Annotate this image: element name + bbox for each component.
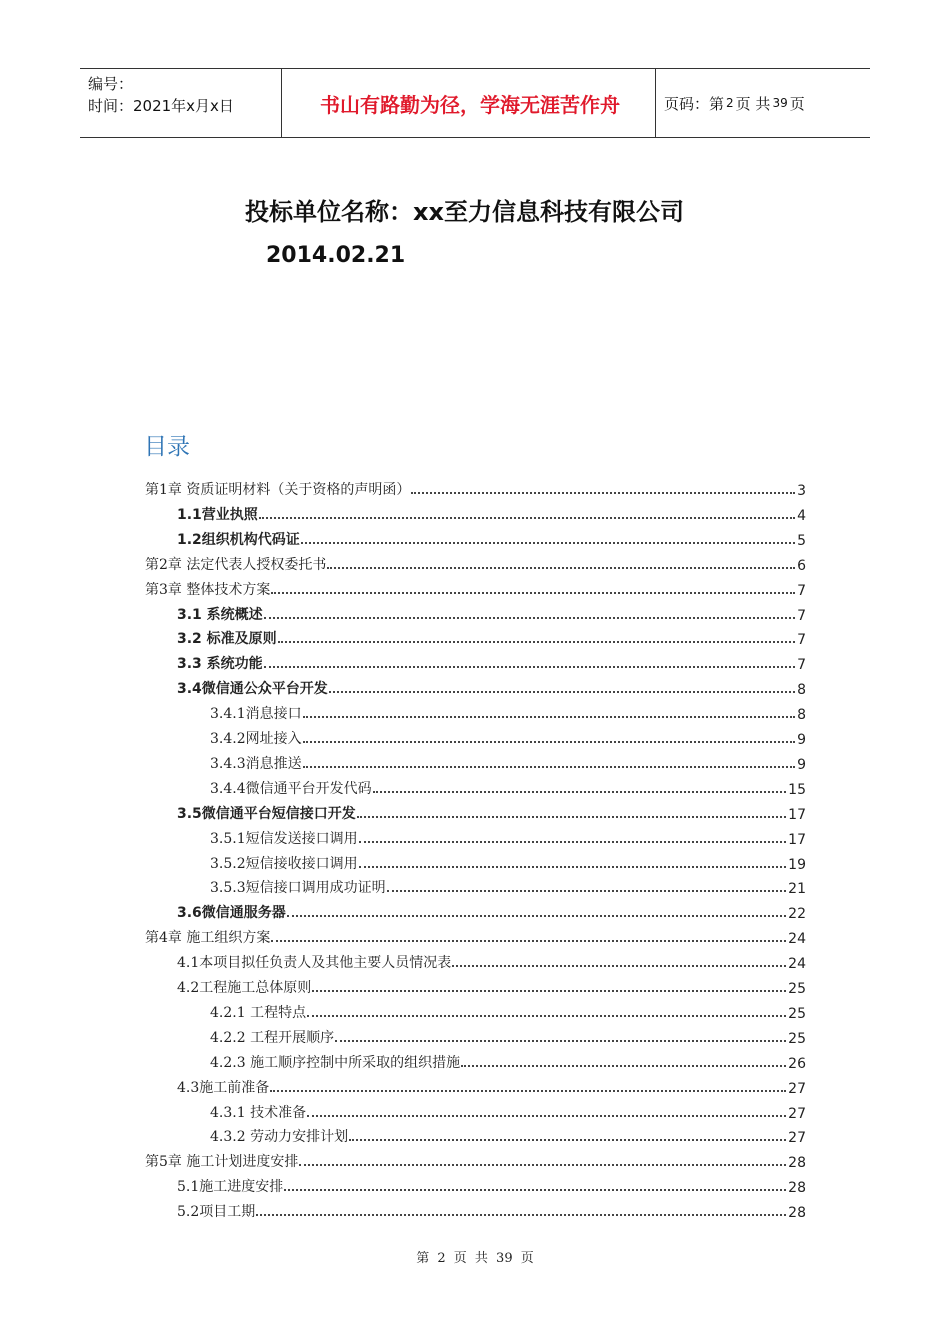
toc-entry-page: 3 [797,483,806,499]
toc-entry[interactable] [210,1050,806,1072]
toc-entry-label: 3.2 标准及原则 [177,631,277,648]
toc-leader-dots [357,816,786,818]
toc-entry-page: 7 [797,657,806,674]
toc-entry-label: 第1章 资质证明材料（关于资格的声明函） [145,482,411,498]
toc-leader-dots [301,542,795,544]
toc-entry-page: 15 [788,781,806,798]
toc-entry-label: 5.2项目工期 [177,1204,256,1221]
toc-leader-dots [307,1015,786,1017]
toc-entry-label: 第4章 施工组织方案 [145,930,271,947]
toc-entry[interactable] [177,975,806,997]
toc-entry[interactable] [210,1025,806,1047]
toc-leader-dots [264,617,795,619]
toc-entry-page: 22 [788,906,806,923]
header-page-prefix: 页码：第 [664,94,725,113]
toc-entry[interactable] [177,1174,806,1196]
toc-entry-page: 7 [797,607,806,624]
toc-leader-dots [359,866,787,868]
toc-entry-label: 3.5.2短信接收接口调用 [210,855,358,872]
toc-entry-page: 7 [797,582,806,599]
toc-entry[interactable] [177,900,806,922]
toc-entry-label: 第5章 施工计划进度安排 [145,1154,299,1171]
page-footer: 第 2 页 共 39 页 [416,1251,534,1266]
header-page-info [664,69,805,137]
toc-entry[interactable] [210,701,806,723]
toc-entry[interactable] [177,602,806,624]
toc-entry-label: 3.4微信通公众平台开发 [177,681,328,698]
toc-entry[interactable] [210,776,806,798]
toc-entry[interactable] [177,1075,806,1097]
toc-entry-label: 4.1本项目拟任负责人及其他主要人员情况表 [177,955,452,972]
toc-leader-dots [411,492,795,494]
toc-leader-dots [461,1065,786,1067]
toc-entry[interactable] [210,1100,806,1122]
toc-leader-dots [335,1040,786,1042]
document-date: 2014.02.21 [266,243,406,268]
toc-leader-dots [387,890,787,892]
toc-entry[interactable] [210,1124,806,1146]
toc-entry[interactable] [177,527,806,549]
toc-entry-page: 25 [788,1005,806,1022]
toc-leader-dots [349,1139,786,1141]
toc-entry[interactable] [210,726,806,748]
toc-entry-page: 24 [788,956,806,973]
toc-entry-label: 5.1施工进度安排 [177,1179,284,1196]
toc-entry[interactable] [177,502,806,524]
toc-entry-label: 3.1 系统概述 [177,606,263,623]
toc-entry-page: 25 [788,1030,806,1047]
toc-entry-label: 4.2.3 施工顺序控制中所采取的组织措施 [210,1054,461,1071]
toc-entry-page: 5 [797,532,806,549]
toc-entry[interactable] [177,676,806,698]
toc-entry[interactable] [210,826,806,848]
toc-leader-dots [303,716,795,718]
toc-entry[interactable] [145,577,806,599]
toc-leader-dots [256,1214,786,1216]
header-number-label: 编号： [88,75,134,93]
toc-entry-page: 28 [788,1205,806,1222]
header-page-mid: 页 共 [735,94,771,113]
toc-leader-dots [359,841,787,843]
toc-leader-dots [284,1189,786,1191]
toc-entry[interactable] [145,1149,806,1171]
toc-entry-page: 4 [797,507,806,524]
toc-entry-label: 4.3施工前准备 [177,1079,270,1096]
toc-entry-page: 27 [788,1105,806,1122]
document-title: 投标单位名称：xx至力信息科技有限公司 [245,198,684,226]
header-page-current: 2 [726,96,734,110]
toc-entry-page: 17 [788,806,806,823]
toc-entry-page: 9 [797,732,806,748]
toc-entry-page: 7 [797,632,806,649]
toc-entry-label: 3.6微信通服务器 [177,905,286,922]
toc-entry-page: 24 [788,931,806,948]
toc-entry-page: 27 [788,1080,806,1097]
toc-entry[interactable] [177,626,806,648]
header-divider [281,69,282,137]
toc-entry-page: 8 [797,682,806,699]
toc-entry-label: 3.4.2网址接入 [210,731,302,747]
toc-leader-dots [329,691,795,693]
toc-entry-page: 26 [788,1055,806,1072]
toc-entry-label: 1.2组织机构代码证 [177,531,300,548]
toc-entry-page: 19 [788,856,806,873]
toc-entry[interactable] [177,801,806,823]
toc-leader-dots [307,1115,786,1117]
header-page-suffix: 页 [789,94,805,113]
toc-leader-dots [287,915,786,917]
toc-entry-label: 3.4.3消息推送 [210,755,302,772]
toc-entry[interactable] [177,950,806,972]
toc-entry-page: 28 [788,1155,806,1172]
toc-entry-label: 3.3 系统功能 [177,656,263,673]
toc-entry[interactable] [177,651,806,673]
toc-entry[interactable] [210,1000,806,1022]
toc-entry-label: 3.5微信通平台短信接口开发 [177,805,356,822]
toc-entry-label: 3.5.1短信发送接口调用 [210,830,358,847]
toc-entry[interactable] [210,751,806,773]
toc-leader-dots [299,1164,786,1166]
toc-entry-label: 3.4.4微信通平台开发代码 [210,780,372,797]
toc-leader-dots [270,1090,786,1092]
toc-entry-label: 4.3.1 技术准备 [210,1104,307,1121]
toc-entry[interactable] [145,552,806,574]
toc-entry-page: 21 [788,881,806,898]
toc-entry[interactable] [145,477,806,499]
toc-entry-label: 4.3.2 劳动力安排计划 [210,1129,349,1146]
toc-leader-dots [271,940,786,942]
toc-leader-dots [303,741,795,743]
toc-entry[interactable] [210,875,806,897]
toc-entry-label: 第2章 法定代表人授权委托书 [145,556,327,573]
header-info [88,73,234,117]
toc-heading: 目录 [144,434,190,460]
header-divider [655,69,656,137]
header-page-total: 39 [772,96,788,110]
toc-leader-dots [327,567,795,569]
toc-leader-dots [264,666,795,668]
toc-entry-label: 3.4.1消息接口 [210,706,302,723]
toc-entry-page: 9 [797,756,806,773]
toc-entry-page: 6 [797,557,806,574]
toc-entry-label: 1.1营业执照 [177,506,258,523]
toc-entry-label: 4.2.1 工程特点 [210,1004,307,1021]
header-motto: 书山有路勤为径，学海无涯苦作舟 [320,92,620,117]
toc-entry-label: 3.5.3短信接口调用成功证明 [210,880,386,897]
toc-leader-dots [452,965,786,967]
toc-entry-page: 17 [788,831,806,848]
toc-entry[interactable] [210,851,806,873]
page-header [80,68,870,138]
toc-leader-dots [373,791,787,793]
toc-entry[interactable] [145,925,806,947]
toc-entry-page: 25 [788,981,806,997]
toc-entry-page: 28 [788,1180,806,1197]
header-time-label: 时间：2021年x月x日 [88,97,234,115]
toc-leader-dots [312,990,786,992]
toc-leader-dots [259,517,795,519]
toc-entry-label: 4.2.2 工程开展顺序 [210,1029,335,1046]
toc-entry-page: 27 [788,1130,806,1147]
toc-entry[interactable] [177,1199,806,1221]
toc-leader-dots [271,592,795,594]
toc-leader-dots [278,641,795,643]
toc-entry-page: 8 [797,707,806,724]
toc-leader-dots [303,766,795,768]
toc-entry-label: 第3章 整体技术方案 [145,581,271,598]
toc-entry-label: 4.2工程施工总体原则 [177,980,312,996]
